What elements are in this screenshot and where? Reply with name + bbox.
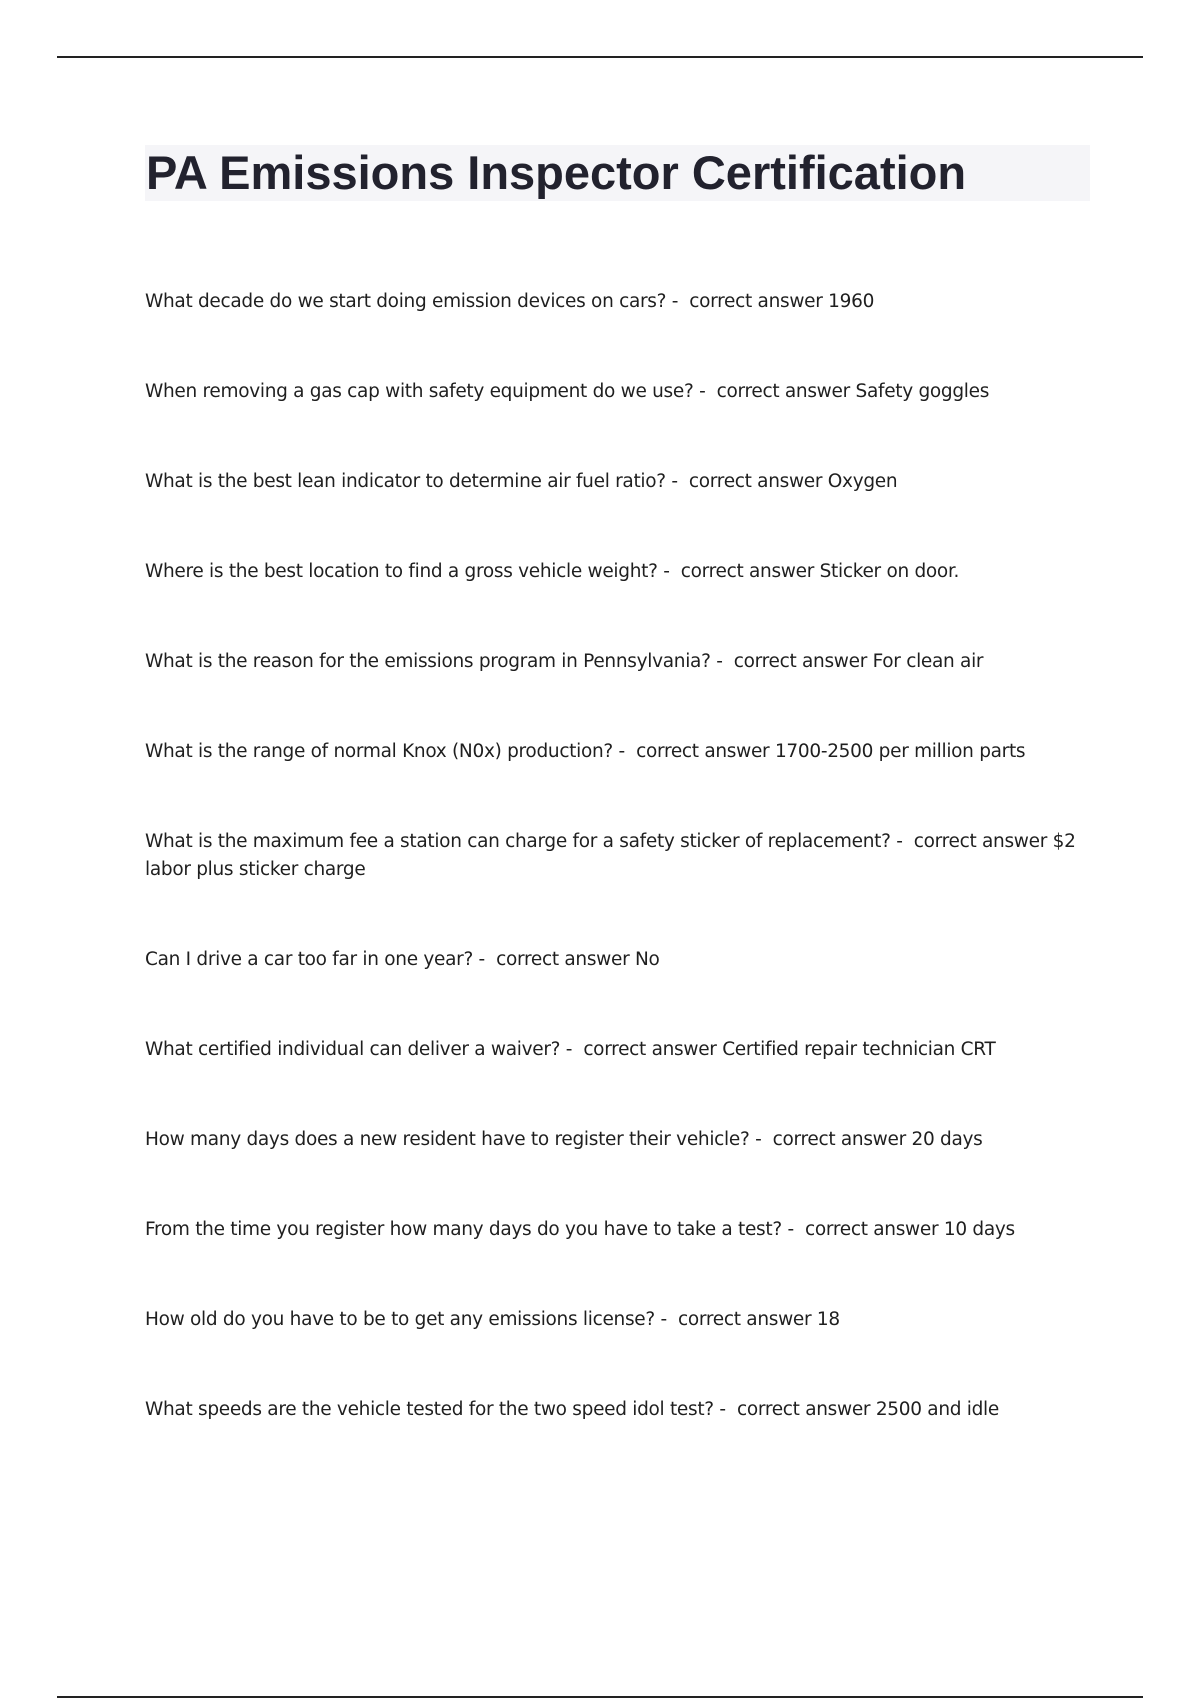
document-title: PA Emissions Inspector Certification <box>146 146 967 199</box>
question-text: When removing a gas cap with safety equipment do we use? <box>145 381 694 402</box>
qa-item: What is the best lean indicator to determine air fuel ratio? - correct answer Oxygen <box>145 471 898 492</box>
bottom-divider <box>57 1696 1143 1698</box>
answer-text: 10 days <box>943 1219 1015 1240</box>
question-text: How old do you have to be to get any emissions license? <box>145 1309 655 1330</box>
question-text: From the time you register how many days do you have to take a test? <box>145 1219 782 1240</box>
answer-text: 2500 and idle <box>875 1399 999 1420</box>
question-text: What certified individual can deliver a waiver? <box>145 1039 561 1060</box>
answer-prefix: correct answer <box>716 381 850 402</box>
answer-prefix: correct answer <box>583 1039 717 1060</box>
qa-item: Can I drive a car too far in one year? - correct answer No <box>145 949 660 970</box>
answer-prefix: correct answer <box>733 651 868 672</box>
answer-text: Oxygen <box>827 471 898 492</box>
answer-prefix: correct answer <box>913 831 1048 852</box>
answer-text: No <box>634 949 660 970</box>
answer-text: Sticker on door. <box>819 561 960 582</box>
answer-text: Certified repair technician CRT <box>722 1039 996 1060</box>
qa-item: When removing a gas cap with safety equipment do we use? - correct answer Safety goggles <box>145 381 990 402</box>
answer-prefix: correct answer <box>736 1399 871 1420</box>
qa-item: What decade do we start doing emission devices on cars? - correct answer 1960 <box>145 291 875 312</box>
answer-prefix: correct answer <box>689 291 823 312</box>
question-text: How many days does a new resident have to register their vehicle? <box>145 1129 750 1150</box>
answer-text: For clean air <box>872 651 984 672</box>
question-text: Can I drive a car too far in one year? <box>145 949 473 970</box>
answer-text: 1960 <box>828 291 875 312</box>
qa-item: What is the reason for the emissions program in Pennsylvania? - correct answer For clean air <box>145 651 984 672</box>
question-text: What is the reason for the emissions program in Pennsylvania? <box>145 651 711 672</box>
question-text: What is the best lean indicator to determine air fuel ratio? <box>145 471 666 492</box>
question-text: What speeds are the vehicle tested for the two speed idol test? <box>145 1399 714 1420</box>
question-text: What decade do we start doing emission devices on cars? <box>145 291 667 312</box>
answer-prefix: correct answer <box>804 1219 939 1240</box>
qa-item: What is the range of normal Knox (N0x) production? - correct answer 1700-2500 per million parts <box>145 741 1026 762</box>
answer-text: 18 <box>816 1309 840 1330</box>
qa-item: What is the maximum fee a station can charge for a safety sticker of replacement? - correct answer $2 labor plus sticker charge <box>145 831 1076 880</box>
qa-list <box>145 288 1085 1486</box>
answer-prefix: correct answer <box>688 471 823 492</box>
answer-text: $2 labor plus sticker charge <box>145 831 1076 880</box>
answer-text: 20 days <box>911 1129 983 1150</box>
answer-text: 1700-2500 per million parts <box>774 741 1026 762</box>
question-text: What is the maximum fee a station can charge for a safety sticker of replacement? <box>145 831 891 852</box>
answer-prefix: correct answer <box>678 1309 812 1330</box>
answer-prefix: correct answer <box>680 561 815 582</box>
qa-item: From the time you register how many days do you have to take a test? - correct answer 10 days <box>145 1219 1015 1240</box>
answer-text: Safety goggles <box>855 381 990 402</box>
answer-prefix: correct answer <box>496 949 630 970</box>
answer-prefix: correct answer <box>636 741 770 762</box>
qa-item: What certified individual can deliver a waiver? - correct answer Certified repair technician CRT <box>145 1039 996 1060</box>
question-text: What is the range of normal Knox (N0x) production? <box>145 741 613 762</box>
top-divider <box>57 56 1143 58</box>
answer-prefix: correct answer <box>772 1129 906 1150</box>
question-text: Where is the best location to find a gross vehicle weight? <box>145 561 658 582</box>
qa-item: How many days does a new resident have to register their vehicle? - correct answer 20 days <box>145 1129 983 1150</box>
qa-item: How old do you have to be to get any emissions license? - correct answer 18 <box>145 1309 840 1330</box>
qa-item: What speeds are the vehicle tested for the two speed idol test? - correct answer 2500 and idle <box>145 1399 999 1420</box>
qa-item: Where is the best location to find a gross vehicle weight? - correct answer Sticker on door. <box>145 561 960 582</box>
